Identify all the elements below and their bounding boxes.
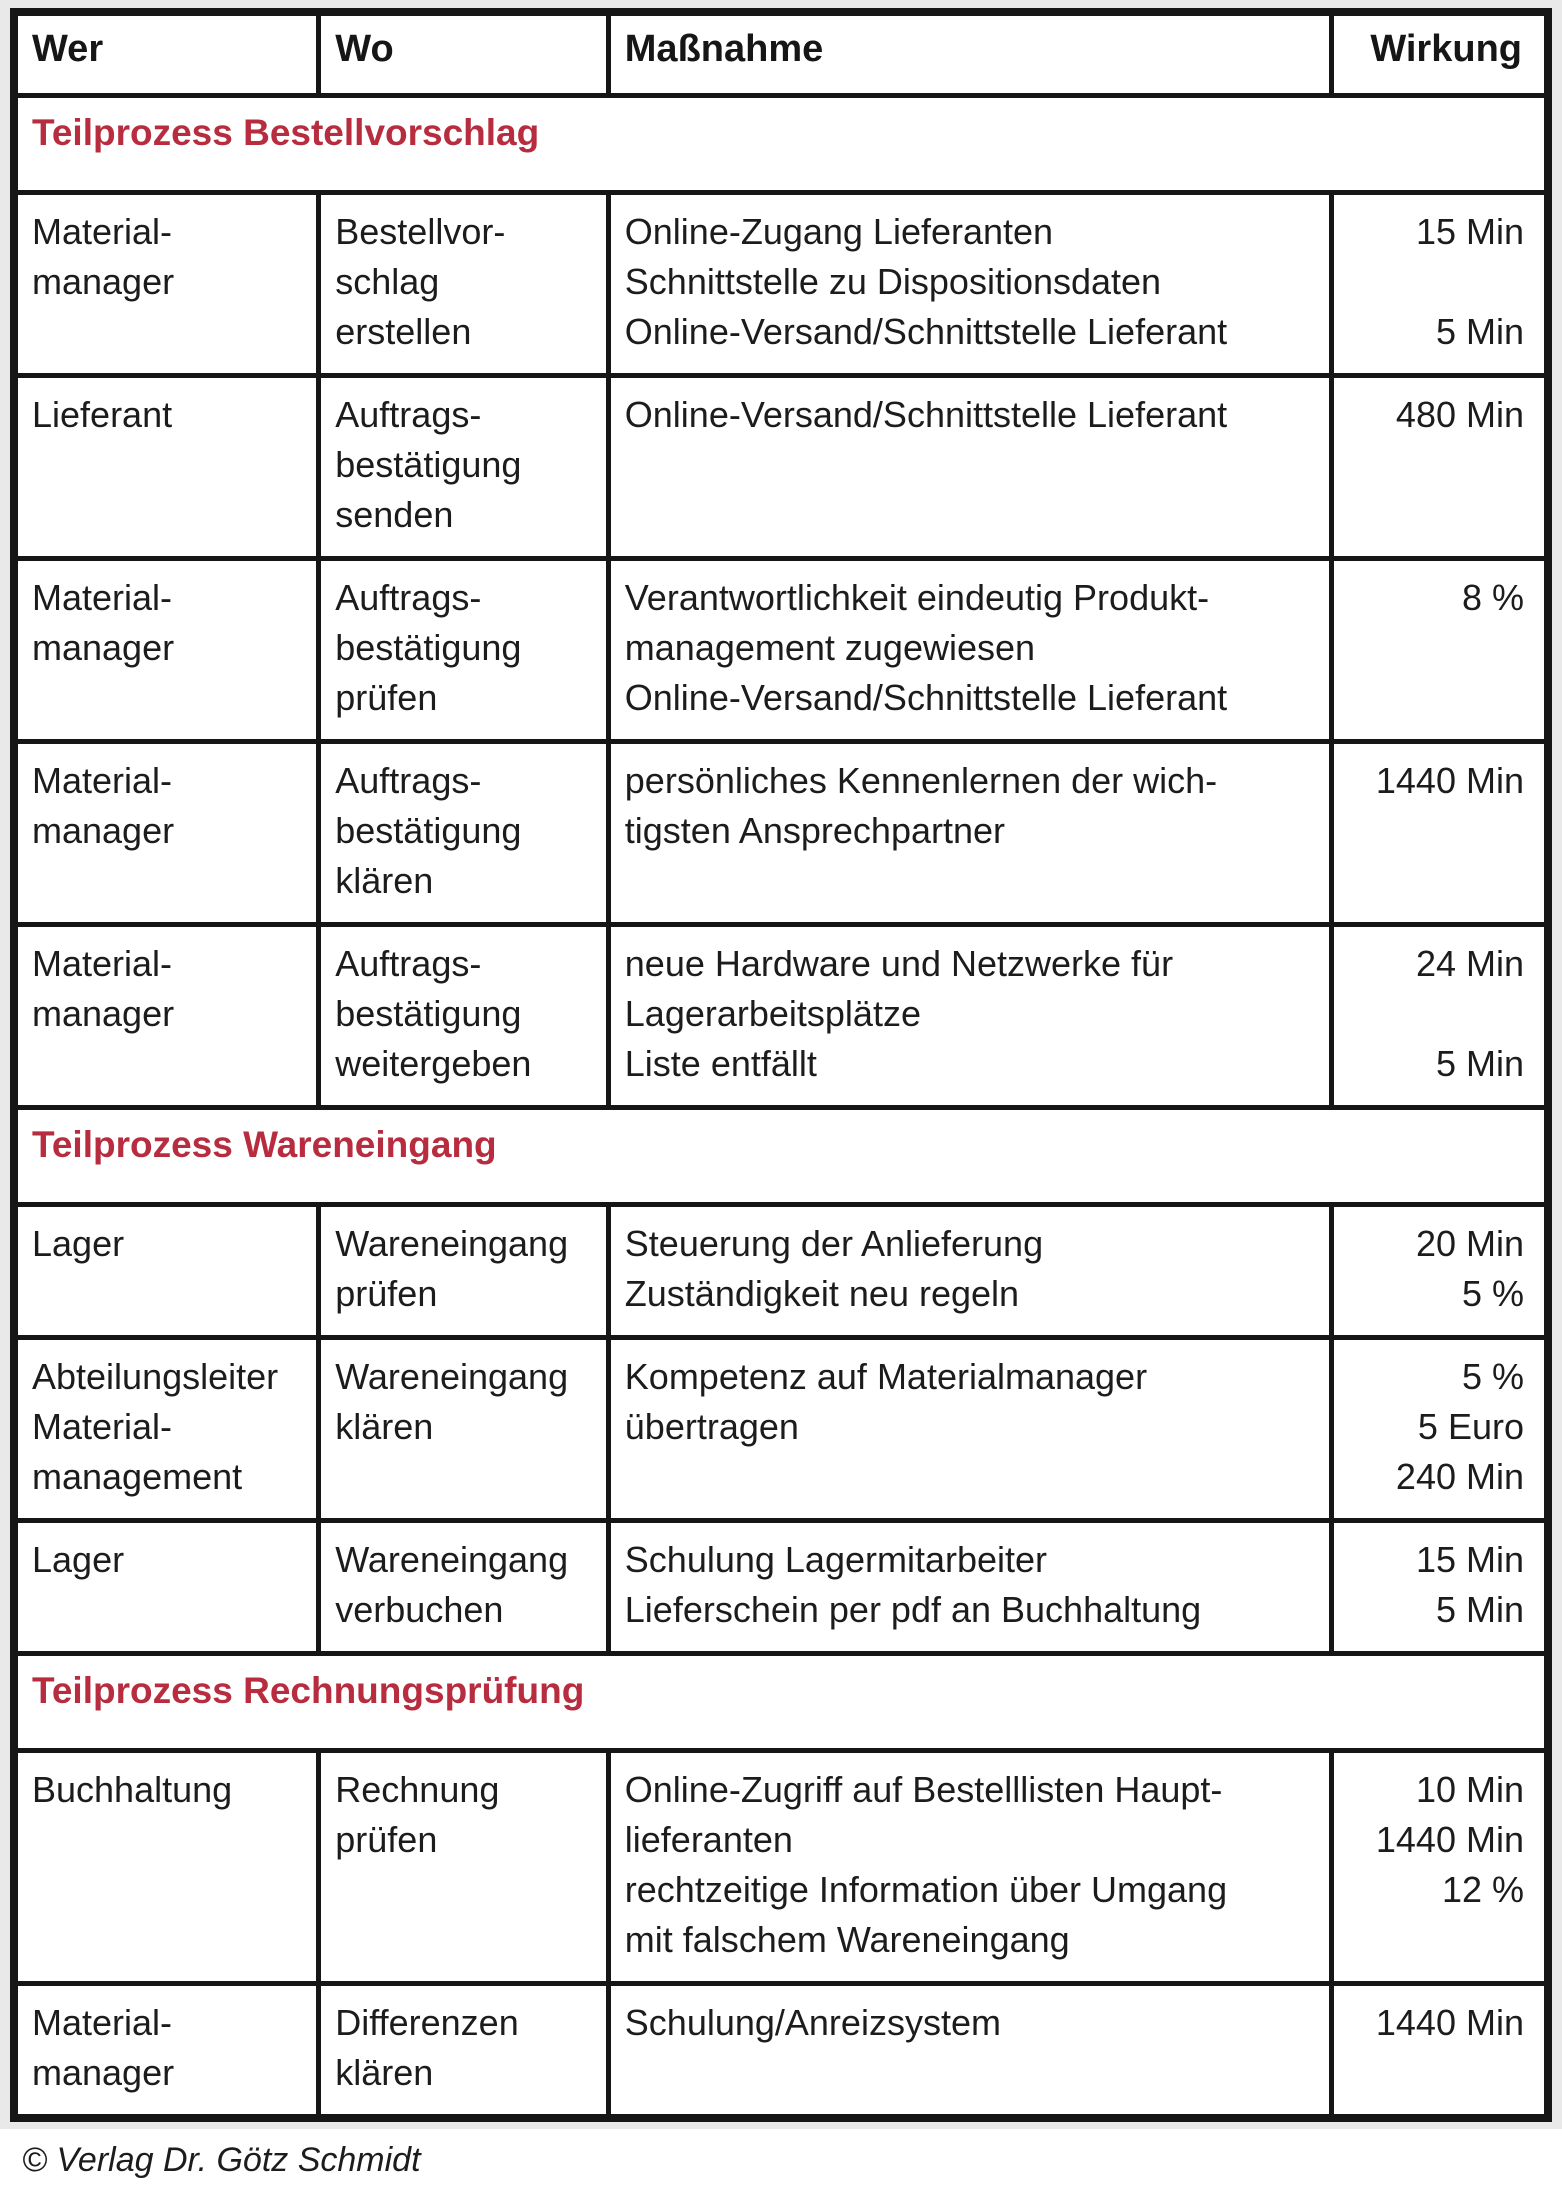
cell-line: 20 Min xyxy=(1415,1223,1524,1264)
cell-line: 5 % xyxy=(1461,1356,1524,1397)
cell-line: Schulung Lagermitarbeiter xyxy=(624,1539,1048,1580)
cell-line: manager xyxy=(32,2052,175,2093)
section-title: Teilprozess Rechnungsprüfung xyxy=(14,1654,1548,1751)
cell-line: Online-Versand/Schnittstelle Lieferant xyxy=(624,677,1228,718)
cell-line: 15 Min xyxy=(1415,211,1524,252)
cell-line: 12 % xyxy=(1441,1869,1524,1910)
cell-line: Auftrags- xyxy=(335,394,482,435)
cell-line xyxy=(1338,257,1524,307)
cell-line: Online-Zugriff auf Bestelllisten Haupt- xyxy=(624,1769,1223,1810)
table-row xyxy=(14,1984,1548,2119)
cell-wer xyxy=(14,559,319,742)
cell-line: management zugewiesen xyxy=(624,627,1036,668)
cell-line: verbuchen xyxy=(335,1589,504,1630)
cell-line: 1440 Min xyxy=(1375,760,1524,801)
cell-wo xyxy=(319,376,609,559)
cell-line: 5 Min xyxy=(1435,311,1524,352)
cell-line: Kompetenz auf Materialmanager xyxy=(624,1356,1148,1397)
cell-line: prüfen xyxy=(335,677,438,718)
cell-wirkung xyxy=(1332,1205,1548,1338)
cell-line: Material- xyxy=(32,211,173,252)
cell-line: bestätigung xyxy=(335,993,522,1034)
cell-wer xyxy=(14,1338,319,1521)
cell-line: 5 Min xyxy=(1435,1589,1524,1630)
cell-line: Online-Versand/Schnittstelle Lieferant xyxy=(624,394,1228,435)
cell-line: Liste entfällt xyxy=(624,1043,817,1084)
cell-line: Wareneingang xyxy=(335,1223,569,1264)
cell-line: Auftrags- xyxy=(335,760,482,801)
cell-wirkung xyxy=(1332,1521,1548,1654)
table-row xyxy=(14,559,1548,742)
cell-line: Material- xyxy=(32,577,173,618)
cell-line: klären xyxy=(335,2052,434,2093)
cell-line: Schulung/Anreizsystem xyxy=(624,2002,1001,2043)
cell-line: rechtzeitige Information über Umgang xyxy=(624,1869,1228,1910)
section-row xyxy=(14,96,1548,193)
section-title: Teilprozess Bestellvorschlag xyxy=(14,96,1548,193)
cell-line: manager xyxy=(32,261,175,302)
cell-line: persönliches Kennenlernen der wich- xyxy=(624,760,1218,801)
cell-massnahme xyxy=(608,376,1331,559)
col-header-wo: Wo xyxy=(319,12,609,96)
cell-line: tigsten Ansprechpartner xyxy=(624,810,1006,851)
cell-line: schlag xyxy=(335,261,440,302)
cell-line: Buchhaltung xyxy=(32,1769,233,1810)
cell-wer xyxy=(14,1521,319,1654)
cell-wo xyxy=(319,742,609,925)
cell-line xyxy=(1338,989,1524,1039)
cell-line: Schnittstelle zu Dispositionsdaten xyxy=(624,261,1162,302)
cell-wirkung xyxy=(1332,1338,1548,1521)
cell-wirkung xyxy=(1332,742,1548,925)
col-header-wer: Wer xyxy=(14,12,319,96)
cell-line: 5 Min xyxy=(1435,1043,1524,1084)
section-title: Teilprozess Wareneingang xyxy=(14,1108,1548,1205)
cell-line: Steuerung der Anlieferung xyxy=(624,1223,1044,1264)
cell-massnahme xyxy=(608,193,1331,376)
section-row xyxy=(14,1654,1548,1751)
cell-line: mit falschem Wareneingang xyxy=(624,1919,1070,1960)
cell-line: Verantwortlichkeit eindeutig Produkt- xyxy=(624,577,1210,618)
cell-wo xyxy=(319,193,609,376)
cell-wer xyxy=(14,1205,319,1338)
cell-line: Zuständigkeit neu regeln xyxy=(624,1273,1020,1314)
table-row xyxy=(14,742,1548,925)
cell-line: manager xyxy=(32,810,175,851)
cell-line: Lagerarbeitsplätze xyxy=(624,993,921,1034)
table-row xyxy=(14,376,1548,559)
process-measures-table xyxy=(10,8,1552,2122)
cell-line: bestätigung xyxy=(335,444,522,485)
copyright-footer: © Verlag Dr. Götz Schmidt xyxy=(0,2129,1562,2192)
cell-wo xyxy=(319,1205,609,1338)
cell-line: Wareneingang xyxy=(335,1356,569,1397)
cell-line: bestätigung xyxy=(335,810,522,851)
cell-line: 5 Euro xyxy=(1417,1406,1524,1447)
cell-line: lieferanten xyxy=(624,1819,793,1860)
cell-line: 480 Min xyxy=(1395,394,1524,435)
cell-wo xyxy=(319,1521,609,1654)
table-row xyxy=(14,1338,1548,1521)
cell-line: Lieferant xyxy=(32,394,173,435)
col-header-wirkung: Wirkung xyxy=(1332,12,1548,96)
cell-line: manager xyxy=(32,993,175,1034)
cell-wer xyxy=(14,742,319,925)
cell-massnahme xyxy=(608,1751,1331,1984)
cell-massnahme xyxy=(608,742,1331,925)
cell-massnahme xyxy=(608,559,1331,742)
cell-massnahme xyxy=(608,925,1331,1108)
cell-wirkung xyxy=(1332,376,1548,559)
cell-wirkung xyxy=(1332,1751,1548,1984)
cell-line: erstellen xyxy=(335,311,472,352)
cell-line: Wareneingang xyxy=(335,1539,569,1580)
cell-wo xyxy=(319,1338,609,1521)
cell-massnahme xyxy=(608,1984,1331,2119)
cell-line: Auftrags- xyxy=(335,577,482,618)
cell-line: 5 % xyxy=(1461,1273,1524,1314)
cell-wer xyxy=(14,1984,319,2119)
cell-wer xyxy=(14,1751,319,1984)
cell-line: 1440 Min xyxy=(1375,1819,1524,1860)
cell-wirkung xyxy=(1332,1984,1548,2119)
cell-line: Material- xyxy=(32,1406,173,1447)
cell-line: Rechnung xyxy=(335,1769,500,1810)
header-row xyxy=(14,12,1548,96)
section-row xyxy=(14,1108,1548,1205)
cell-line: Lager xyxy=(32,1223,125,1264)
cell-line: Material- xyxy=(32,760,173,801)
cell-line: Material- xyxy=(32,943,173,984)
cell-line: klären xyxy=(335,860,434,901)
col-header-massnahme: Maßnahme xyxy=(608,12,1331,96)
cell-wirkung xyxy=(1332,193,1548,376)
cell-line: Bestellvor- xyxy=(335,211,506,252)
cell-line: Online-Versand/Schnittstelle Lieferant xyxy=(624,311,1228,352)
table-row xyxy=(14,193,1548,376)
cell-wer xyxy=(14,193,319,376)
cell-line: Abteilungsleiter xyxy=(32,1356,279,1397)
table-row xyxy=(14,1521,1548,1654)
cell-line: prüfen xyxy=(335,1819,438,1860)
cell-wo xyxy=(319,1984,609,2119)
cell-wer xyxy=(14,925,319,1108)
cell-line: 1440 Min xyxy=(1375,2002,1524,2043)
cell-line: senden xyxy=(335,494,454,535)
cell-line: 10 Min xyxy=(1415,1769,1524,1810)
cell-wirkung xyxy=(1332,925,1548,1108)
table-row xyxy=(14,925,1548,1108)
cell-line: Lager xyxy=(32,1539,125,1580)
cell-wo xyxy=(319,925,609,1108)
cell-line: Lieferschein per pdf an Buchhaltung xyxy=(624,1589,1202,1630)
table-row xyxy=(14,1205,1548,1338)
cell-line: Auftrags- xyxy=(335,943,482,984)
cell-massnahme xyxy=(608,1521,1331,1654)
cell-line: klären xyxy=(335,1406,434,1447)
cell-line: weitergeben xyxy=(335,1043,532,1084)
cell-wo xyxy=(319,559,609,742)
cell-line: Material- xyxy=(32,2002,173,2043)
cell-wirkung xyxy=(1332,559,1548,742)
cell-line: übertragen xyxy=(624,1406,799,1447)
cell-line: bestätigung xyxy=(335,627,522,668)
cell-line: Online-Zugang Lieferanten xyxy=(624,211,1054,252)
cell-wo xyxy=(319,1751,609,1984)
cell-wer xyxy=(14,376,319,559)
cell-line: 24 Min xyxy=(1415,943,1524,984)
cell-line: prüfen xyxy=(335,1273,438,1314)
cell-line: manager xyxy=(32,627,175,668)
cell-line: management xyxy=(32,1456,243,1497)
table-row xyxy=(14,1751,1548,1984)
cell-line: 240 Min xyxy=(1395,1456,1524,1497)
cell-line: 8 % xyxy=(1461,577,1524,618)
cell-massnahme xyxy=(608,1338,1331,1521)
cell-line: 15 Min xyxy=(1415,1539,1524,1580)
cell-line: Differenzen xyxy=(335,2002,519,2043)
cell-line: neue Hardware und Netzwerke für xyxy=(624,943,1174,984)
cell-massnahme xyxy=(608,1205,1331,1338)
